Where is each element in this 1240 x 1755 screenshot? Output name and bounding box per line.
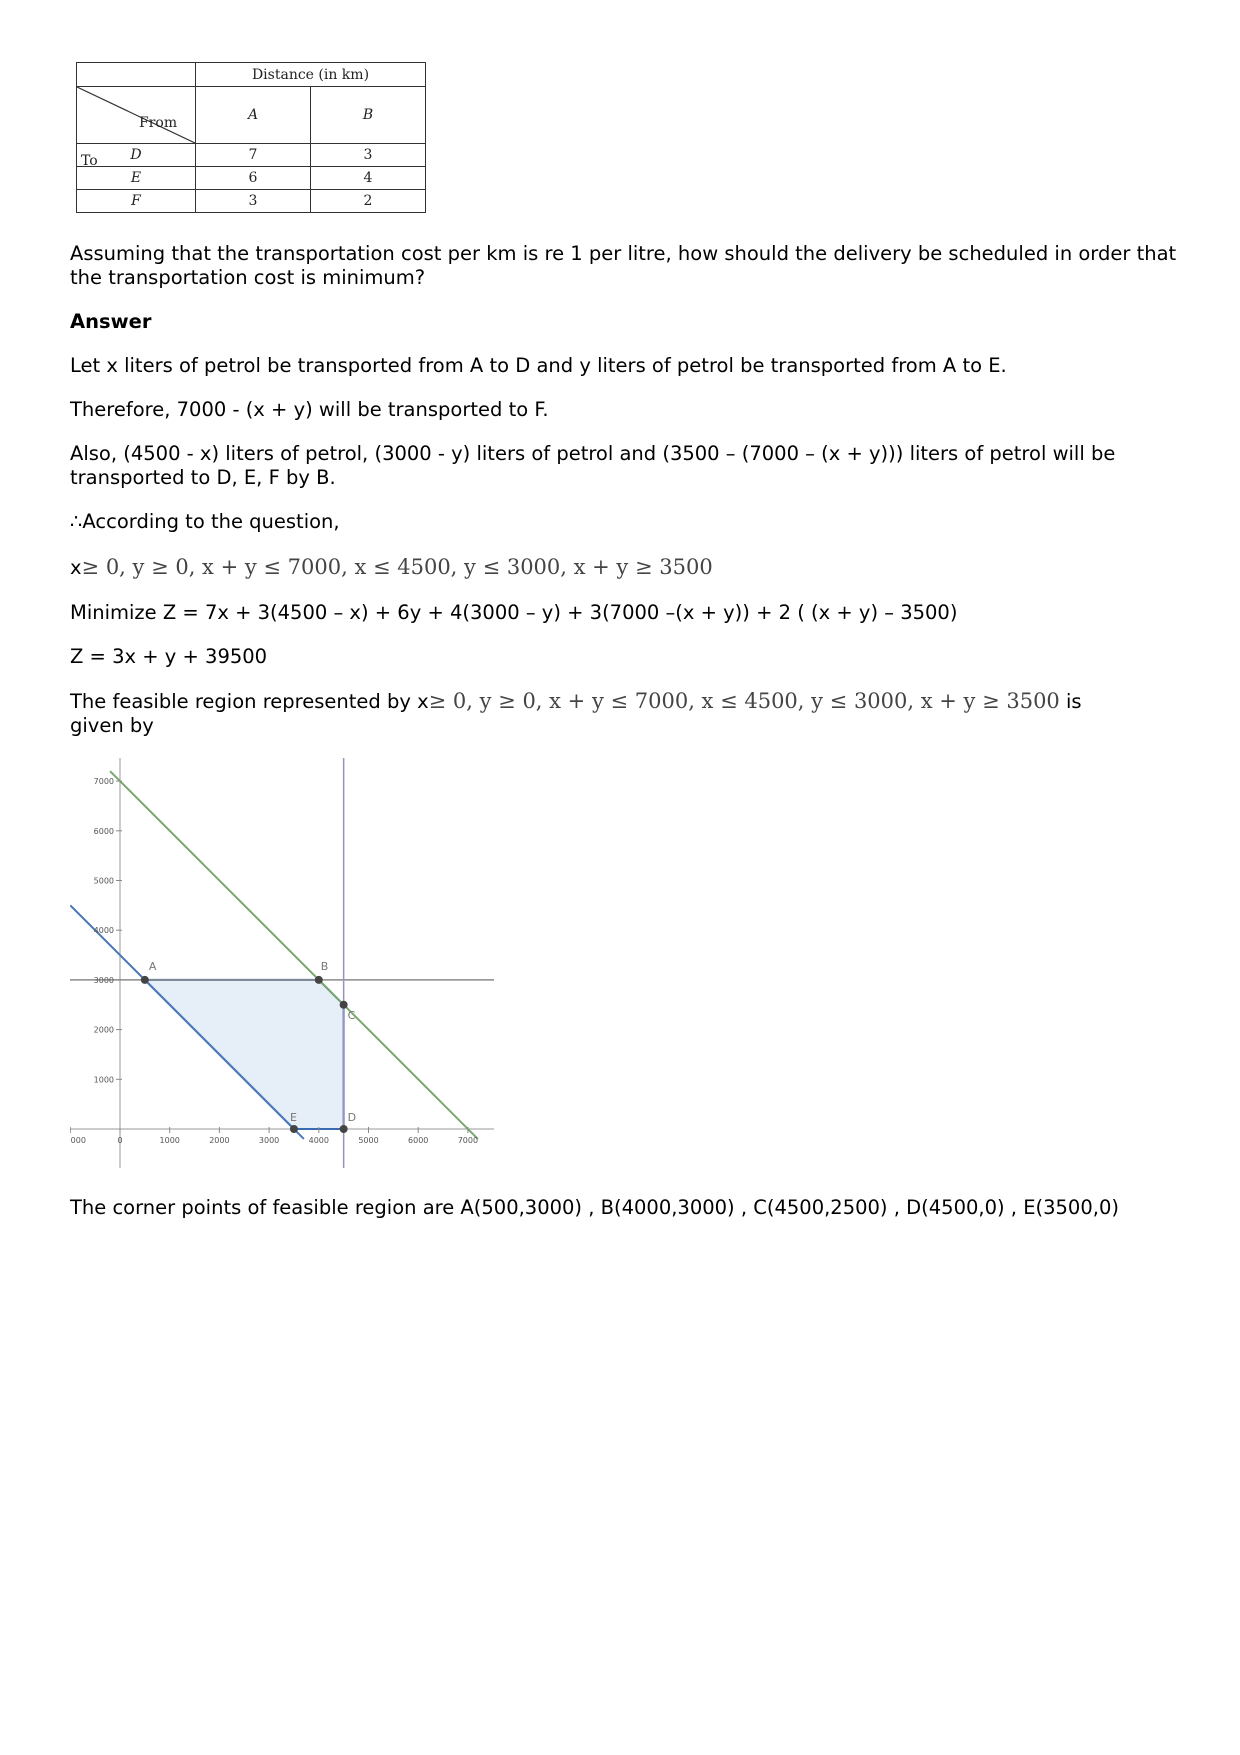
x-tick-label: 5000 (358, 1136, 379, 1145)
corner-point-label: D (347, 1111, 357, 1124)
table-cell: 4 (311, 167, 426, 190)
y-tick-label: 1000 (93, 1075, 114, 1085)
x-tick-label: 1000 (159, 1136, 180, 1145)
feasible-intro-math: ≥ 0, y ≥ 0, x + y ≤ 7000, x ≤ 4500, y ≤ 3000, x + y ≥ 3500 (428, 689, 1060, 713)
x-tick-label: 2000 (209, 1136, 230, 1145)
objective-expansion: Minimize Z = 7x + 3(4500 – x) + 6y + 4(3000 – y) + 3(7000 –(x + y)) + 2 ( (x + y) – 3500) (70, 601, 958, 624)
corner-point-label: C (347, 1008, 356, 1022)
y-tick-label: 3000 (93, 975, 114, 985)
corner-point-b (315, 976, 323, 984)
table-cell: 3 (196, 190, 311, 213)
constraints-math: ≥ 0, y ≥ 0, x + y ≤ 7000, x ≤ 4500, y ≤ 3000, x + y ≥ 3500 (81, 555, 713, 579)
table-corner-to: To (81, 153, 98, 169)
corner-point-d (340, 1125, 348, 1133)
corner-point-a (141, 976, 149, 984)
y-tick-label: 7000 (93, 777, 114, 787)
table-cell: 2 (311, 190, 426, 213)
table-row-label: E (77, 167, 196, 190)
answer-heading: Answer (70, 310, 152, 333)
x-tick-label: 4000 (308, 1136, 329, 1145)
table-corner-from: From (139, 115, 178, 131)
objective-simplified: Z = 3x + y + 39500 (70, 645, 268, 668)
answer-paragraph-1: Let x liters of petrol be transported from A to D and y liters of petrol be transported from A to E. (70, 354, 1007, 377)
table-cell: 7 (196, 144, 311, 167)
table-header-distance: Distance (in km) (196, 63, 426, 87)
feasible-intro-before: The feasible region represented by x (70, 690, 429, 713)
y-tick-label: 4000 (93, 926, 114, 936)
corner-point-label: B (320, 959, 329, 973)
feasible-intro-line2: given by (70, 714, 154, 737)
table-corner-cell (77, 87, 196, 169)
table-cell: 6 (196, 167, 311, 190)
table-col-a: A (196, 87, 311, 144)
table-blank-corner (77, 63, 196, 87)
table-cell: 3 (311, 144, 426, 167)
table-row-label: D (77, 144, 196, 167)
y-tick-label: 6000 (93, 826, 114, 836)
corner-point-label: A (148, 959, 157, 973)
feasible-region-intro (70, 689, 1180, 738)
y-tick-label: 2000 (93, 1025, 114, 1035)
answer-paragraph-4: ∴According to the question, (70, 510, 340, 533)
x-tick-label: 6000 (408, 1136, 429, 1145)
corner-point-label: E (289, 1111, 297, 1124)
feasible-region-graph (70, 758, 494, 1168)
y-tick-label: 5000 (93, 876, 114, 886)
question-text: Assuming that the transportation cost per km is re 1 per litre, how should the delivery be scheduled in order that the transportation cost is minimum? (70, 242, 1177, 289)
corner-points-text: The corner points of feasible region are A(500,3000) , B(4000,3000) , C(4500,2500) , D(4500,0) , E(3500,0) (70, 1196, 1119, 1219)
x-tick-label: 000 (70, 1136, 86, 1145)
feasible-intro-after: is (1059, 690, 1082, 713)
table-corner-diagonal (77, 87, 195, 143)
x-tick-label: 7000 (457, 1136, 479, 1145)
distance-table (76, 62, 426, 213)
corner-point-c (340, 1001, 348, 1009)
table-row-label: F (77, 190, 196, 213)
corner-point-e (290, 1125, 298, 1133)
answer-paragraph-3: Also, (4500 - x) liters of petrol, (3000 - y) liters of petrol and (3500 – (7000 – (x + y))) liters of petrol will be transported to D, E, F by B. (70, 442, 1116, 489)
constraints-line (70, 555, 1180, 580)
table-col-b: B (311, 87, 426, 144)
x-tick-label: 0 (117, 1136, 123, 1145)
x-tick-label: 3000 (258, 1136, 280, 1145)
answer-paragraph-2: Therefore, 7000 - (x + y) will be transported to F. (70, 398, 549, 421)
constraints-prefix: x (70, 556, 82, 579)
